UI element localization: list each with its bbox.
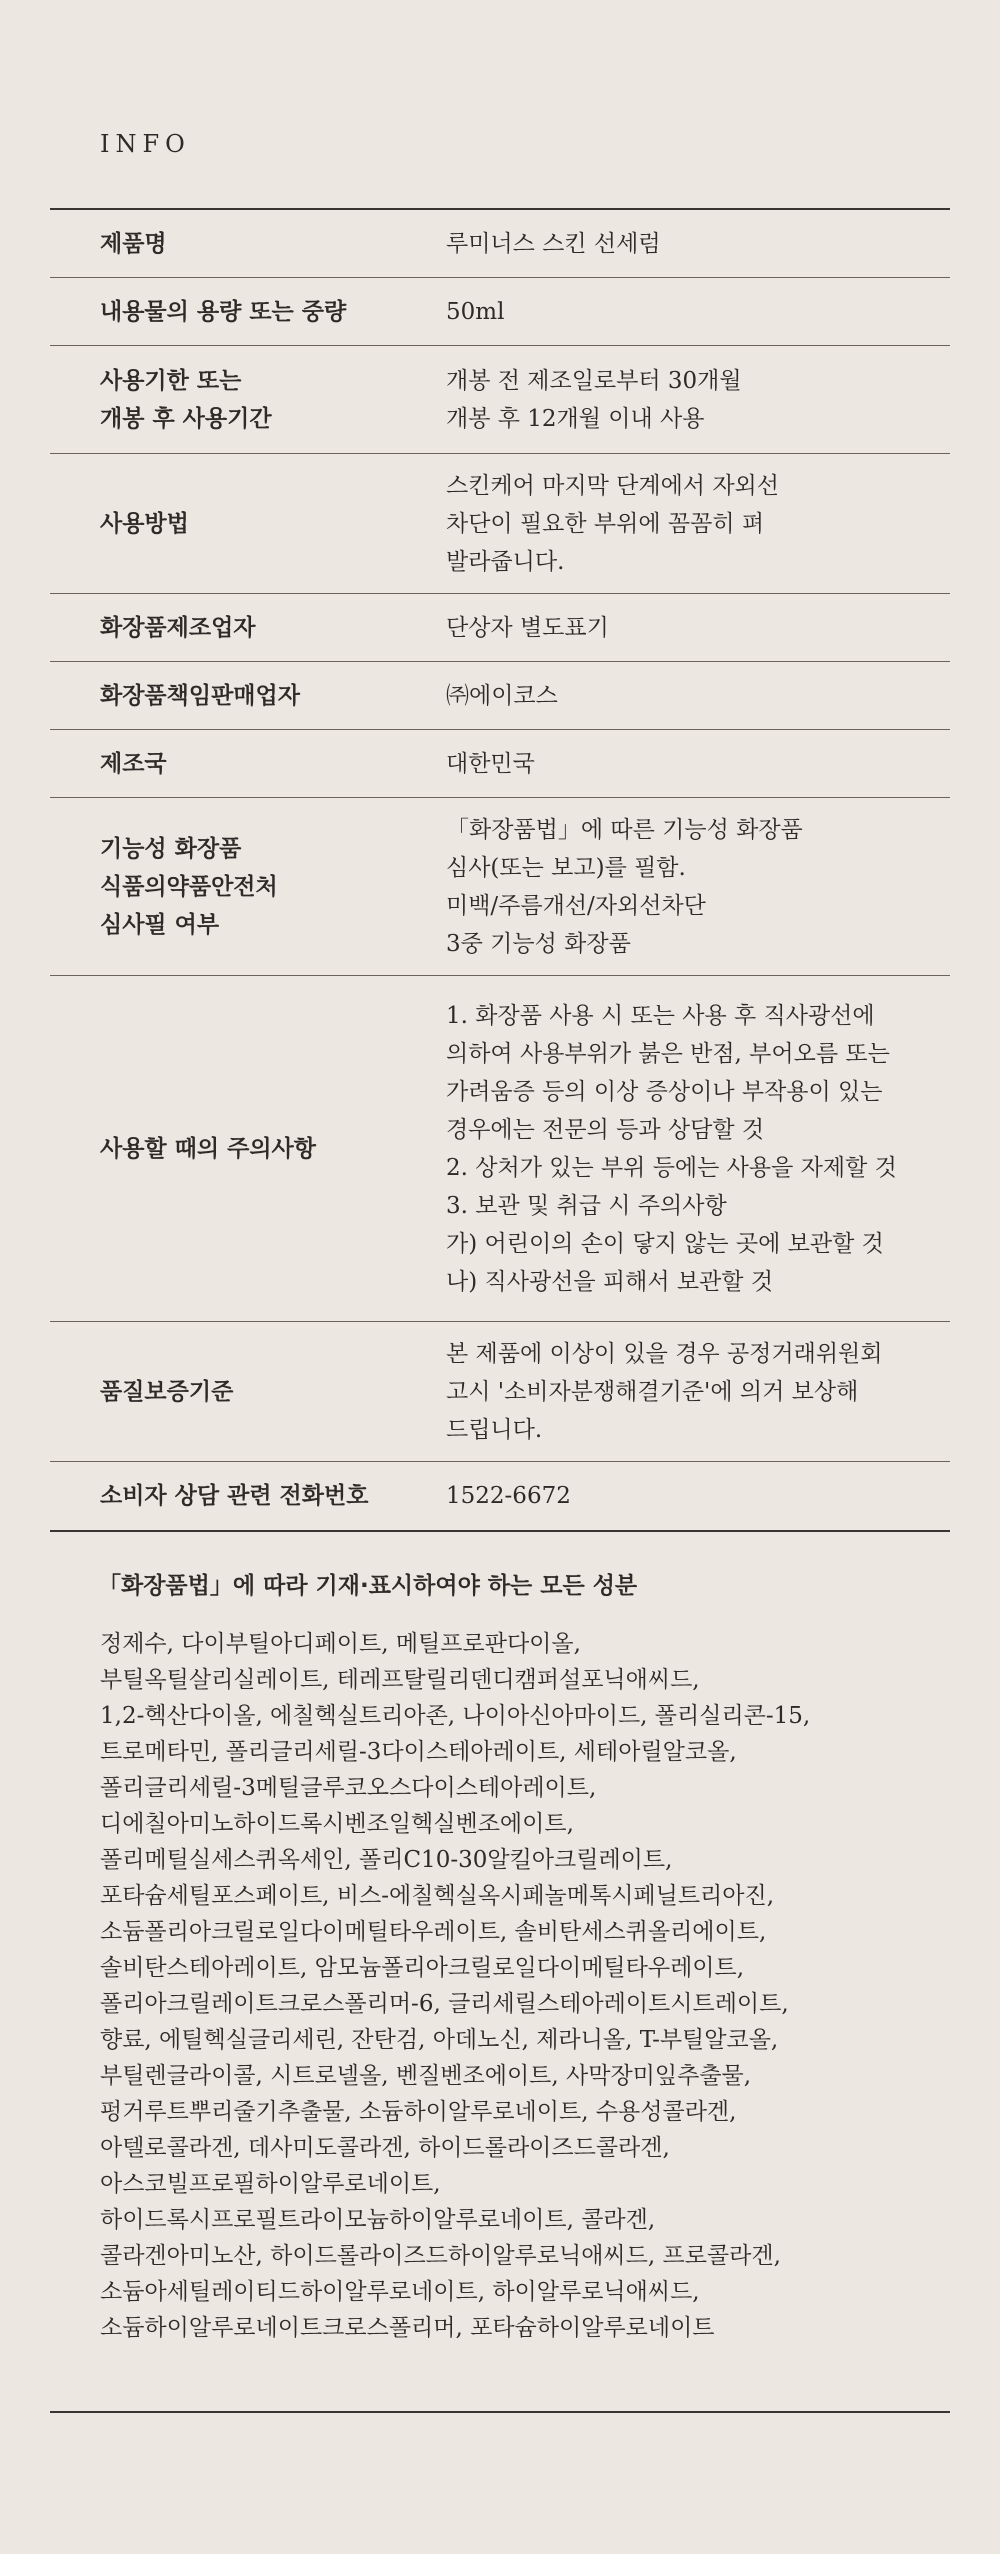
row-label: 화장품책임판매업자 bbox=[100, 682, 300, 709]
row-value: 스킨케어 마지막 단계에서 자외선 차단이 필요한 부위에 꼼꼼히 펴 발라줍니다. bbox=[446, 472, 779, 575]
row-value: 1522-6672 bbox=[446, 1483, 571, 1509]
row-quality-guarantee bbox=[50, 1322, 950, 1462]
row-value: 「화장품법」에 따른 기능성 화장품 심사(또는 보고)를 필함. 미백/주름개선/자외선차단 3중 기능성 화장품 bbox=[446, 816, 803, 957]
row-label: 제품명 bbox=[100, 230, 167, 257]
ingredients-title: 「화장품법」에 따라 기재·표시하여야 하는 모든 성분 bbox=[98, 1573, 638, 1599]
row-contact-phone bbox=[50, 1462, 950, 1530]
row-label: 기능성 화장품 식품의약품안전처 심사필 여부 bbox=[100, 835, 278, 938]
row-label: 사용할 때의 주의사항 bbox=[100, 1135, 316, 1162]
row-label: 품질보증기준 bbox=[100, 1378, 234, 1405]
row-expiry bbox=[50, 346, 950, 454]
row-value: ㈜에이코스 bbox=[446, 682, 558, 709]
row-precautions bbox=[50, 976, 950, 1322]
ingredients-section bbox=[50, 1562, 950, 2413]
row-value: 대한민국 bbox=[446, 750, 535, 777]
row-value: 루미너스 스킨 선세럼 bbox=[446, 230, 661, 257]
row-value: 본 제품에 이상이 있을 경우 공정거래위원회 고시 '소비자분쟁해결기준'에 의거 보상해 드립니다. bbox=[446, 1340, 883, 1443]
info-table bbox=[50, 208, 950, 1532]
row-manufacturer bbox=[50, 594, 950, 662]
row-functional-review bbox=[50, 798, 950, 976]
row-label: 화장품제조업자 bbox=[100, 614, 256, 641]
row-label: 내용물의 용량 또는 중량 bbox=[100, 298, 347, 325]
row-product-name bbox=[50, 210, 950, 278]
row-label: 사용기한 또는 개봉 후 사용기간 bbox=[100, 367, 272, 432]
row-value: 1. 화장품 사용 시 또는 사용 후 직사광선에 의하여 사용부위가 붉은 반점, 부어오름 또는 가려움증 등의 이상 증상이나 부작용이 있는 경우에는 전문의 등과 상담할 것 2. 상처가 있는 부위 등에는 사용을 자제할 것 3. 보관 및 취급 시 주의사항 가) 어린이의 손이 닿지 않는 곳에 보관할 것 나) 직사광선을 피해서 보관할 것 bbox=[446, 1002, 897, 1295]
row-label: 사용방법 bbox=[100, 510, 189, 537]
ingredients-list: 정제수, 다이부틸아디페이트, 메틸프로판다이올, 부틸옥틸살리실레이트, 테레프탈릴리덴디캠퍼설포닉애씨드, 1,2-헥산다이올, 에칠헥실트리아존, 나이아신아마이드, 폴리실리콘-15, 트로메타민, 폴리글리세릴-3다이스테아레이트, 세테아릴알코올, 폴리글리세릴-3메틸글루코오스다이스테아레이트, 디에칠아미노하이드록시벤조일헥실벤조에이트, 폴리메틸실세스퀴옥세인, 폴리C10-30알킬아크릴레이트, 포타슘세틸포스페이트, 비스-에칠헥실옥시페놀메톡시페닐트리아진, 소듐폴리아크릴로일다이메틸타우레이트, 솔비탄세스퀴올리에이트, 솔비탄스테아레이트, 암모늄폴리아크릴로일다이메틸타우레이트, 폴리아크릴레이트크로스폴리머-6, 글리세릴스테아레이트시트레이트, 향료, 에틸헥실글리세린, 잔탄검, 아데노신, 제라니올, T-부틸알코올, 부틸렌글라이콜, 시트로넬올, 벤질벤조에이트, 사막장미잎추출물, 펑거루트뿌리줄기추출물, 소듐하이알루로네이트, 수용성콜라겐, 아텔로콜라겐, 데사미도콜라겐, 하이드롤라이즈드콜라겐, 아스코빌프로필하이알루로네이트, 하이드록시프로필트라이모늄하이알루로네이트, 콜라겐, 콜라겐아미노산, 하이드롤라이즈드하이알루로닉애씨드, 프로콜라겐, 소듐아세틸레이티드하이알루로네이트, 하이알루로닉애씨드, 소듐하이알루로네이트크로스폴리머, 포타슘하이알루로네이트 bbox=[100, 1631, 811, 2341]
row-value: 50ml bbox=[446, 298, 505, 325]
row-value: 단상자 별도표기 bbox=[446, 614, 609, 641]
row-label: 제조국 bbox=[100, 750, 167, 777]
row-distributor bbox=[50, 662, 950, 730]
row-volume bbox=[50, 278, 950, 346]
section-label: INFO bbox=[100, 130, 191, 158]
row-usage bbox=[50, 454, 950, 594]
row-label: 소비자 상담 관련 전화번호 bbox=[100, 1483, 369, 1509]
row-country bbox=[50, 730, 950, 798]
row-value: 개봉 전 제조일로부터 30개월 개봉 후 12개월 이내 사용 bbox=[446, 367, 742, 432]
